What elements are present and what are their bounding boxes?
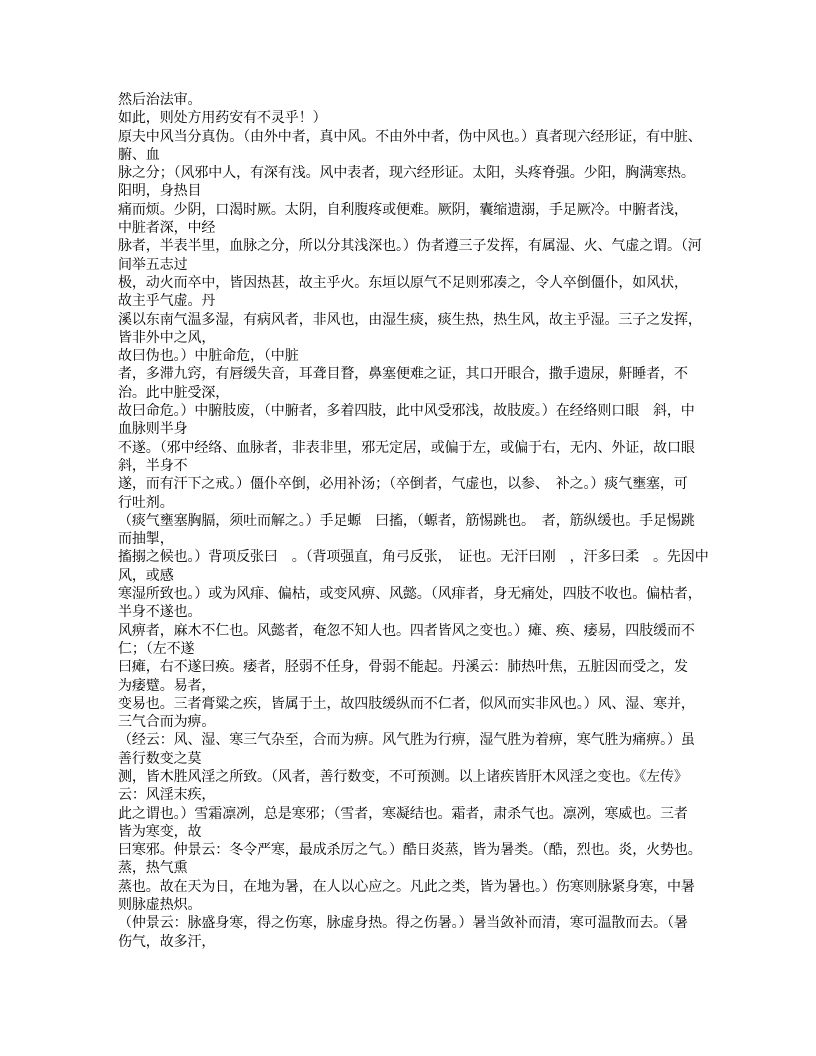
- text-line: 三气合而为痹。: [118, 715, 216, 731]
- text-line: 遂，而有汗下之戒。）僵仆卒倒，必用补汤；（卒倒者，气虚也，以参、 补之。）痰气壅塞，可: [118, 477, 688, 493]
- text-line: 云：风淫末疾，: [118, 788, 216, 804]
- text-line: 斜，半身不: [118, 458, 188, 474]
- text-line: 血脉则半身: [118, 422, 188, 438]
- text-line: 故曰伪也。）中脏命危，（中脏: [118, 349, 299, 365]
- text-line: 变易也。三者膏粱之疾，皆属于土，故四肢缓纵而不仁者，似风而实非风也。）风、湿、寒并，: [118, 696, 695, 712]
- text-line: 善行数变之莫: [118, 751, 202, 767]
- text-line: 行吐剂。: [118, 495, 174, 511]
- text-line: 风，或感: [118, 568, 174, 584]
- text-line: （仲景云：脉盛身寒，得之伤寒，脉虚身热。得之伤暑。）暑当敛补而清，寒可温散而去。（暑: [118, 916, 688, 932]
- text-line: 风痹者，麻木不仁也。风懿者，奄忽不知人也。四者皆风之变也。）瘫、痪、痿易，四肢缓而不: [118, 623, 695, 639]
- text-line: 寒湿所致也。）或为风痱、偏枯，或变风痹、风懿。（风痱者，身无痛处，四肢不收也。偏枯者，: [118, 587, 702, 603]
- text-line: 然后治法审。: [118, 93, 202, 108]
- text-line: 极，动火而卒中，皆因热甚，故主乎火。东垣以原气不足则邪凑之，令人卒倒僵仆，如风状，: [118, 275, 688, 291]
- text-line: 脉之分；（风邪中人，有深有浅。风中表者，现六经形证。太阳，头疼脊强。少阳，胸满寒热。: [118, 166, 695, 182]
- document-text-block: [118, 92, 754, 952]
- text-line: 蒸，热气熏: [118, 861, 188, 877]
- text-line: 皆非外中之风，: [118, 330, 216, 346]
- text-line: 中脏者深，中经: [118, 221, 216, 237]
- text-line: 搐搦之候也。）背项反张曰 。（背项强直，角弓反张， 证也。无汗曰刚 ，汗多曰柔 。先因中: [118, 550, 709, 566]
- text-line: 而抽掣，: [118, 532, 174, 548]
- text-line: 此之谓也。）雪霜凛冽，总是寒邪；（雪者，寒凝结也。霜者，肃杀气也。凛冽，寒威也。三者: [118, 806, 688, 822]
- text-line: 溪以东南气温多湿，有病风者，非风也，由湿生痰，痰生热，热生风，故主乎湿。三子之发挥，: [118, 312, 702, 328]
- text-line: 脉者，半表半里，血脉之分，所以分其浅深也。）伪者遵三子发挥，有属湿、火、气虚之谓。（河: [118, 239, 702, 255]
- text-line: 间举五志过: [118, 257, 188, 273]
- text-line: 治。此中脏受深，: [118, 385, 230, 401]
- text-line: 曰寒邪。仲景云：冬令严寒，最成杀厉之气。）酷日炎蒸，皆为暑类。（酷，烈也。炎，火势也。: [118, 843, 702, 859]
- text-line: 半身不遂也。: [118, 605, 202, 621]
- text-line: 不遂。（邪中经络、血脉者，非表非里，邪无定居，或偏于左，或偏于右，无内、外证，故口眼: [118, 440, 695, 456]
- text-line: 如此，则处方用药安有不灵乎！）: [118, 111, 327, 127]
- text-line: （经云：风、湿、寒三气杂至，合而为痹。风气胜为行痹，湿气胜为着痹，寒气胜为痛痹。）虽: [118, 733, 695, 749]
- text-line: 原夫中风当分真伪。（由外中者，真中风。不由外中者，伪中风也。）真者现六经形证，有中脏、: [118, 129, 702, 145]
- text-line: 痛而烦。少阴，口渴时厥。太阴，自利腹疼或便难。厥阴，囊缩遗溺，手足厥冷。中腑者浅，: [118, 202, 688, 218]
- text-line: 蒸也。故在天为日，在地为暑，在人以心应之。凡此之类，皆为暑也。）伤寒则脉紧身寒，中暑: [118, 879, 695, 895]
- text-line: 腑、血: [118, 147, 160, 163]
- text-line: 曰瘫，右不遂曰痪。痿者，胫弱不任身，骨弱不能起。丹溪云：肺热叶焦，五脏因而受之，发: [118, 660, 688, 676]
- text-line: 故曰命危。）中腑肢废，（中腑者，多着四肢，此中风受邪浅，故肢废。）在经络则口眼 斜，中: [118, 404, 695, 420]
- text-line: 者，多滞九窍，有唇缓失音，耳聋目瞀，鼻塞便难之证，其口开眼合，撒手遗尿，鼾睡者，不: [118, 367, 688, 383]
- text-line: （痰气壅塞胸膈，须吐而解之。）手足螈 曰搐，（螈者，筋惕跳也。 者，筋纵缓也。手足惕跳: [118, 513, 695, 529]
- text-line: 伤气，故多汗，: [118, 934, 216, 950]
- text-line: 仁；（左不遂: [118, 641, 195, 657]
- text-line: 阳明，身热目: [118, 184, 202, 200]
- text-line: 故主乎气虚。丹: [118, 294, 216, 310]
- text-line: 皆为寒变，故: [118, 824, 202, 840]
- text-line: 为痿躄。易者，: [118, 678, 216, 694]
- text-line: 测，皆木胜风淫之所致。（风者，善行数变，不可预测。以上诸疾皆肝木风淫之变也。《左传》: [118, 769, 688, 785]
- text-line: 则脉虚热炽。: [118, 898, 202, 914]
